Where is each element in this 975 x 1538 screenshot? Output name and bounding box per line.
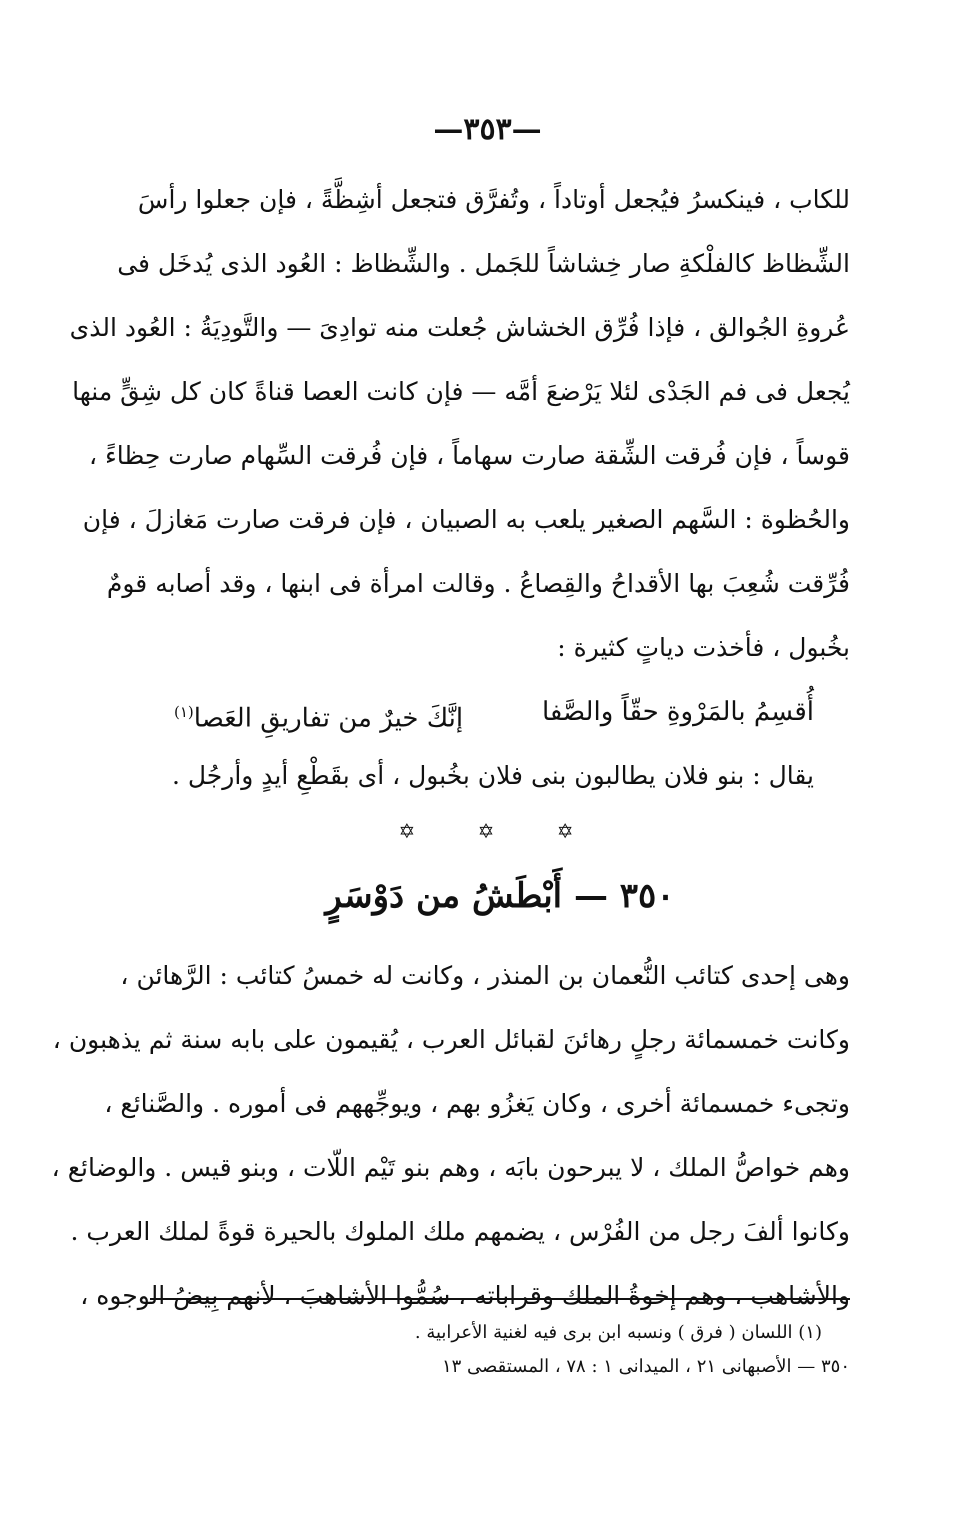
verse-second-hemistich <box>174 680 463 744</box>
footnotes <box>150 1316 850 1384</box>
text-line: بخُبول ، فأخذت دياتٍ كثيرة : <box>557 633 850 662</box>
page-number: —٣٥٣— <box>433 112 542 147</box>
footnote: ٣٥٠ — الأصبهانى ٢١ ، الميدانى ١ : ٧٨ ، المستقصى ١٣ <box>441 1356 850 1377</box>
footnote-marker: (١) <box>174 703 194 721</box>
text-line: والحُظوة : السَّهم الصغير يلعب به الصبيان ، فإن فرقت صارت مَغازلَ ، فإن <box>82 505 850 534</box>
main-text <box>51 168 850 1328</box>
text-line: وكانت خمسمائة رجلٍ رهائنَ لقبائل العرب ، يُقيمون على بابه سنة ثم يذهبون ، <box>52 1025 850 1054</box>
text-line: قوساً ، فإن فُرقت الشِّقة صارت سهاماً ، فإن فُرقت السِّهام صارت حِظاءً ، <box>88 441 850 470</box>
text-line: فُرِّقت شُعِبَ بها الأقداحُ والقِصاعُ . وقالت امرأة فى ابنها ، وقد أصابه قومٌ <box>106 569 850 598</box>
verse-second-hemistich-text: إنَّكَ خيرٌ من تفاريقِ العَصا <box>193 703 464 734</box>
text-line: للكاب ، فينكسرُ فيُجعل أوتاداً ، وتُفرَّق فتجعل أشِظَّةً ، فإن جعلوا رأسَ <box>137 185 850 214</box>
poem-verse <box>150 680 850 744</box>
section-heading: ٣٥٠ — أَبْطَشُ من دَوْسَرٍ <box>325 876 675 916</box>
verse-first-hemistich: أُقسِمُ بالمَرْوةِ حقّاً والصَّفا <box>541 697 814 727</box>
section-text <box>51 944 850 1328</box>
text-line: الشِّظاظ كالفلْكةِ صار خِشاشاً للجَمل . والشِّظاظ : العُود الذى يُدخَل فى <box>117 249 850 278</box>
text-line: عُروةِ الجُوالق ، فإذا فُرِّق الخشاش جُعلت منه توادِىَ — والتَّودِيَةُ : العُود الذى <box>69 313 850 342</box>
footnote: (١) اللسان ( فرق ) ونسبه ابن برى فيه لغنية الأعرابية . <box>414 1322 822 1343</box>
text-line: وتجىء خمسمائة أخرى ، وكان يَغزُو بهم ، ويوجِّههم فى أموره . والصَّنائع ، <box>104 1089 850 1118</box>
text-line: وكانوا ألفَ رجل من الفُرْس ، يضمهم ملك الملوك بالحيرة قوةً لملك العرب . <box>70 1217 850 1246</box>
text-line: يُجعل فى فم الجَدْى لئلا يَرْضعَ أمَّه — فإن كانت العصا قناةً كان كل شِقٍّ منها <box>72 377 850 406</box>
text-line: والأشاهب ، وهم إخوةُ الملك وقراباته ، سُمُّوا الأشاهبَ ، لأنهم بِيضُ الوجوه ، <box>80 1281 850 1310</box>
text-line: وهى إحدى كتائب النُّعمان بن المنذر ، وكانت له خمسُ كتائب : الرَّهائن ، <box>120 961 850 990</box>
text-line: وهم خواصُّ الملك ، لا يبرحون بابَه ، وهم بنو تَيْم اللّات ، وبنو قيس . والوضائع ، <box>51 1153 850 1182</box>
section-separator: ✡ ✡ ✡ <box>398 819 602 843</box>
explanation-line: يقال : بنو فلان يطالبون بنى فلان بخُبول ، أى بقَطْعِ أيدٍ وأرجُل . <box>171 761 814 790</box>
footnote-divider <box>150 1298 850 1300</box>
